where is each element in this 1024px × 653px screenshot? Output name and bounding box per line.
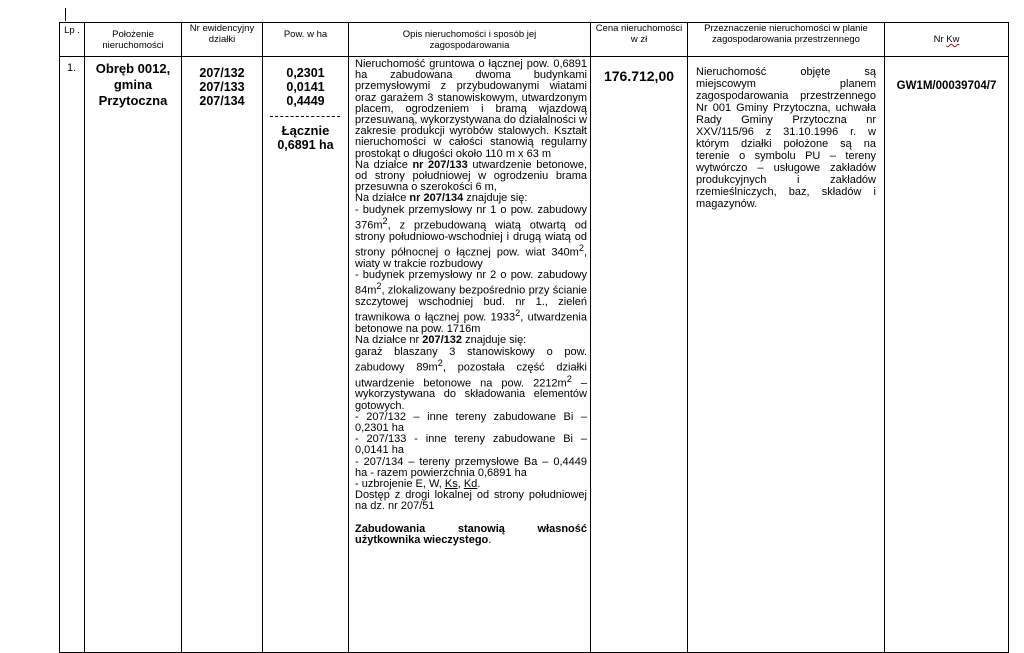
row-kw-number: GW1M/00039704/7 xyxy=(885,57,1009,653)
total-label: Łącznie xyxy=(281,123,330,138)
description-access: Dostęp z drogi lokalnej od strony południowej na dz. nr 207/51 xyxy=(355,489,587,513)
parcel-number: 207/132 xyxy=(199,66,245,80)
location-line: Obręb 0012, xyxy=(95,61,171,76)
description-land-use-134: - 207/134 – tereny przemysłowe Ba – 0,4449 ha - razem powierzchnia 0,6891 ha xyxy=(355,455,587,479)
description-building-1: - budynek przemysłowy nr 1 o pow. zabudowy $376m^2$, z przebudowaną wiatą otwartą od strony południowo-wschodniej i drugą wiatą od strony północnej o łącznej pow. wiat $340m^2$, wiaty w trakcie rozbudowy xyxy=(355,203,587,270)
header-location: Położenie nieruchomości xyxy=(85,23,182,57)
row-price: 176.712,00 xyxy=(591,57,688,653)
row-lp: 1. xyxy=(60,57,85,653)
description-building-2: - budynek przemysłowy nr 2 o pow. zabudowy $84m^2$, zlokalizowany bezpośrednio przy ścianie szczytowej wschodniej bud. nr 1., zieleń trawnikowa o łącznej pow. 1933$^2$, utwardzenia betonowe na pow. 1716m xyxy=(355,268,587,336)
header-kw xyxy=(885,23,1009,57)
row-description xyxy=(349,57,591,653)
header-kw-word: Kw xyxy=(946,34,960,45)
row-purpose: Nieruchomość objęte są miejscowym planem zagospodarowania przestrzennego Nr 001 Gminy Przytoczna, uchwała Rady Gminy Przytoczna nr XXV/115/96 z 31.10.1996 r. w którym działki położone są na terenie o symbolu PU – tereny wytwórczo – usługowe zakładów produkcyjnych i zakładów rzemieślniczych, baz, składów i magazynów. xyxy=(688,57,885,653)
description-parcel-133: Na działce nr 207/133 utwardzenie betonowe, od strony południowej w ogrodzeniu brama przesuwna o szerokości 6 m, xyxy=(355,158,588,194)
header-row xyxy=(60,23,1009,57)
row-parcels xyxy=(182,57,263,653)
description-ownership: Zabudowania stanowią własność użytkownika wieczystego. xyxy=(355,522,587,546)
row-areas xyxy=(263,57,349,653)
parcel-area: 0,4449 xyxy=(286,94,325,108)
description-garage: garaż blaszany 3 stanowiskowy o pow. zabudowy $89m^2$, pozostała część działki utwardzenie betonowe na pow. $2212m^2$ – wykorzystywana do składowania elementów gotowych. xyxy=(355,345,587,412)
location-line: Przytoczna xyxy=(98,93,168,108)
header-area: Pow. w ha xyxy=(263,23,349,57)
header-lp: Lp . xyxy=(60,23,85,57)
text-cursor xyxy=(65,8,66,21)
header-price: Cena nieruchomości w zł xyxy=(591,23,688,57)
parcel-area: 0,2301 xyxy=(286,66,325,80)
location-line: gmina xyxy=(113,77,153,92)
header-purpose: Przeznaczenie nieruchomości w planie zagospodarowania przestrzennego xyxy=(688,23,885,57)
description-utilities: - uzbrojenie E, W, Ks, Kd. xyxy=(355,478,481,491)
description-parcel-134: Na działce nr 207/134 znajduje się: xyxy=(355,192,528,205)
area-separator: -------------- xyxy=(269,109,342,123)
header-kw-prefix: Nr xyxy=(933,34,944,45)
description-land-use-133: - 207/133 - inne tereny zabudowane Bi – 0,0141 ha xyxy=(355,433,587,457)
description-intro: Nieruchomość gruntowa o łącznej pow. 0,6891 ha zabudowana dwoma budynkami przemysłowymi z przybudowanymi wiatami oraz garażem 3 stanowiskowym, utwardzonym placem, ogrodzeniem i bramą wjazdową przesuwaną, wykorzystywana do działalności w zakresie produkcji wyrobów stalowych. Kształt nieruchomości w całości stanowią regularny prostokąt o długości około 110 m x 63 m xyxy=(355,58,587,160)
parcel-number: 207/134 xyxy=(199,94,245,108)
description-parcel-132: Na działce nr 207/132 znajduje się: xyxy=(355,334,527,347)
header-parcel-number: Nr ewidencyjny działki xyxy=(182,23,263,57)
table-row xyxy=(60,57,1009,653)
property-table xyxy=(59,22,1009,653)
header-description: Opis nieruchomości i sposób jej zagospodarowania xyxy=(349,23,591,57)
row-location xyxy=(85,57,182,653)
parcel-area: 0,0141 xyxy=(286,80,325,94)
description-land-use-132: - 207/132 – inne tereny zabudowane Bi – 0,2301 ha xyxy=(355,410,587,435)
parcel-number: 207/133 xyxy=(199,80,245,94)
total-area: 0,6891 ha xyxy=(277,138,334,152)
